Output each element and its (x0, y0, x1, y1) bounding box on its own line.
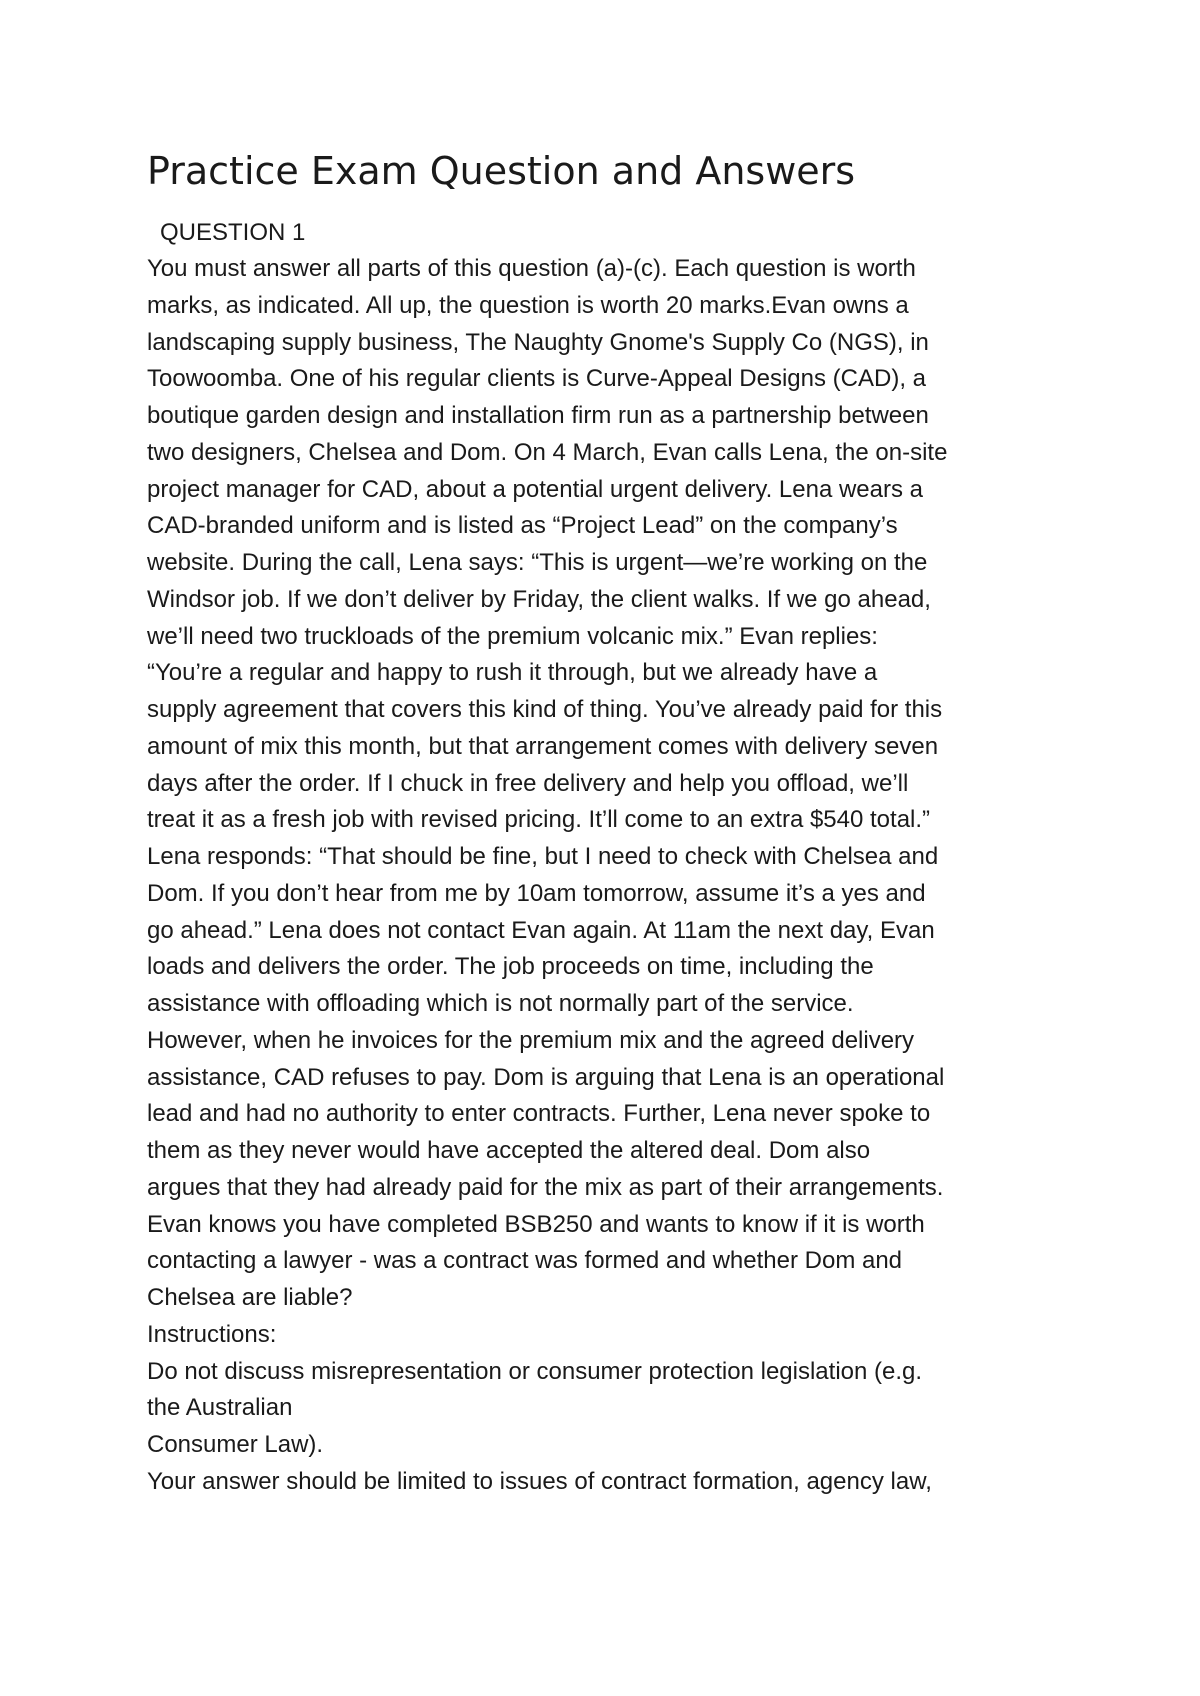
body-line: Instructions: (147, 1320, 277, 1348)
body-line: However, when he invoices for the premium mix and the agreed delivery (147, 1026, 915, 1054)
body-line: Chelsea are liable? (147, 1284, 353, 1311)
body-line: landscaping supply business, The Naughty Gnome's Supply Co (NGS), in (147, 328, 929, 356)
body-line: loads and delivers the order. The job proceeds on time, including the (147, 953, 874, 981)
body-line: Consumer Law). (147, 1431, 324, 1458)
body-line: assistance with offloading which is not normally part of the service. (147, 990, 854, 1017)
body-line: website. During the call, Lena says: “This is urgent—we’re working on the (147, 549, 928, 576)
body-line: them as they never would have accepted the altered deal. Dom also (147, 1137, 871, 1164)
body-line: Evan knows you have completed BSB250 and wants to know if it is worth (147, 1210, 925, 1238)
body-line: Your answer should be limited to issues of contract formation, agency law, (147, 1467, 932, 1495)
body-line: supply agreement that covers this kind of thing. You’ve already paid for this (147, 696, 943, 723)
body-line: amount of mix this month, but that arrangement comes with delivery seven (147, 732, 939, 760)
body-line: Do not discuss misrepresentation or consumer protection legislation (e.g. (147, 1357, 923, 1385)
body-line: contacting a lawyer - was a contract was formed and whether Dom and (147, 1247, 903, 1275)
body-line: “You’re a regular and happy to rush it through, but we already have a (147, 659, 878, 687)
body-line: You must answer all parts of this question (a)-(c). Each question is worth (147, 255, 916, 282)
body-line: the Australian (147, 1394, 293, 1422)
body-line: two designers, Chelsea and Dom. On 4 March, Evan calls Lena, the on-site (147, 438, 948, 466)
body-line: treat it as a fresh job with revised pricing. It’ll come to an extra $540 total.” (147, 806, 931, 834)
body-line: CAD-branded uniform and is listed as “Project Lead” on the company’s (147, 512, 898, 540)
body-line: Lena responds: “That should be fine, but I need to check with Chelsea and (147, 843, 939, 870)
body-line: we’ll need two truckloads of the premium volcanic mix.” Evan replies: (147, 622, 878, 650)
body-line: lead and had no authority to enter contracts. Further, Lena never spoke to (147, 1100, 931, 1128)
document-title: Practice Exam Question and Answers (147, 149, 856, 193)
body-line: argues that they had already paid for the mix as part of their arrangements. (147, 1173, 944, 1201)
question-body (147, 251, 1077, 1501)
body-line: project manager for CAD, about a potential urgent delivery. Lena wears a (147, 475, 923, 503)
body-line: Windsor job. If we don’t deliver by Friday, the client walks. If we go ahead, (147, 585, 931, 613)
body-line: marks, as indicated. All up, the question is worth 20 marks.Evan owns a (147, 291, 909, 319)
body-line: Dom. If you don’t hear from me by 10am tomorrow, assume it’s a yes and (147, 879, 926, 907)
body-line: Toowoomba. One of his regular clients is Curve-Appeal Designs (CAD), a (147, 365, 927, 393)
body-line: go ahead.” Lena does not contact Evan again. At 11am the next day, Evan (147, 916, 935, 944)
body-line: assistance, CAD refuses to pay. Dom is arguing that Lena is an operational (147, 1063, 945, 1091)
body-line: days after the order. If I chuck in free delivery and help you offload, we’ll (147, 769, 909, 797)
question-label: QUESTION 1 (160, 219, 306, 246)
body-line: boutique garden design and installation firm run as a partnership between (147, 402, 929, 429)
